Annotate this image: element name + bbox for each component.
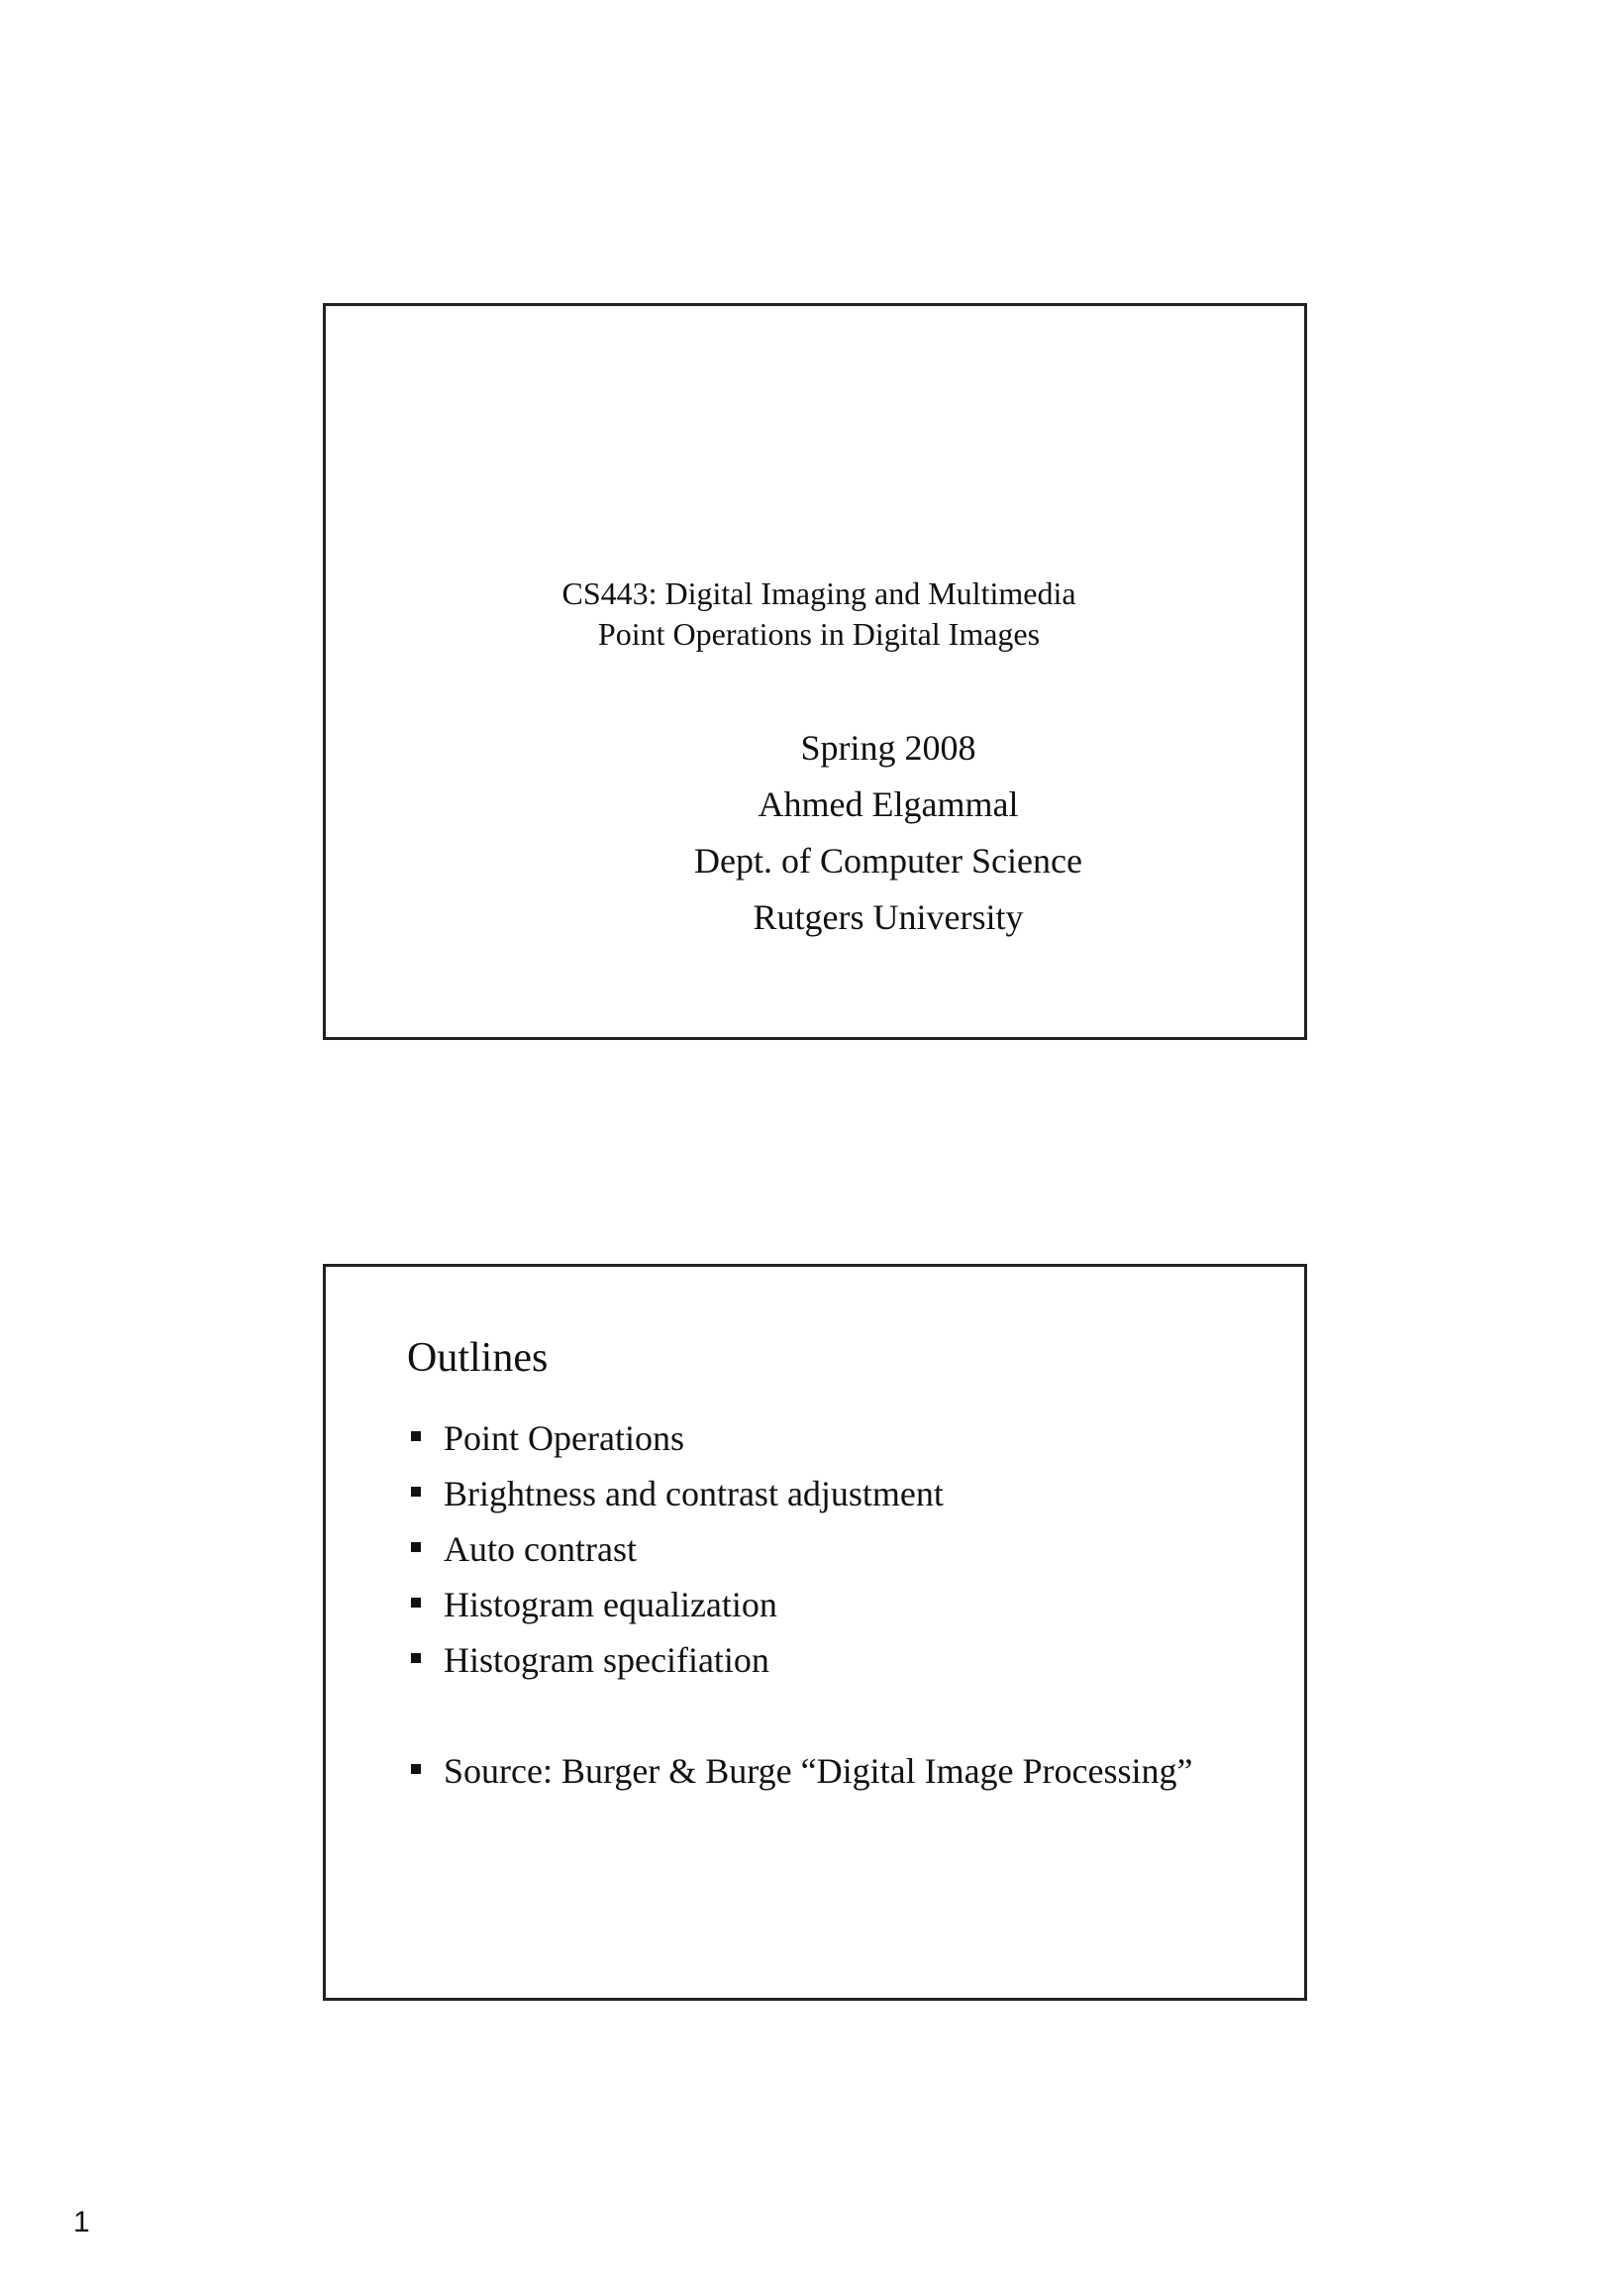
list-item-source [407, 1748, 1199, 1794]
list-item-text: Histogram specifiation [444, 1640, 769, 1680]
author-name: Ahmed Elgammal [758, 784, 1019, 824]
department-name: Dept. of Computer Science [694, 841, 1082, 881]
list-item-text: Brightness and contrast adjustment [444, 1474, 944, 1513]
slide-title [323, 303, 1307, 1040]
square-bullet-icon [411, 1653, 421, 1663]
page-number: 1 [73, 2206, 90, 2238]
outlines-heading: Outlines [407, 1335, 549, 1381]
list-item-text: Source: Burger & Burge “Digital Image Processing” [444, 1751, 1193, 1791]
list-item-text: Point Operations [444, 1418, 684, 1458]
list-item [407, 1415, 1199, 1471]
slide-title-block [326, 573, 1304, 655]
lecture-title: Point Operations in Digital Images [597, 616, 1041, 652]
list-item-text: Histogram equalization [444, 1585, 777, 1624]
square-bullet-icon [411, 1764, 421, 1774]
list-item [407, 1582, 1199, 1637]
slide-info-block [326, 720, 1304, 946]
university-name: Rutgers University [753, 897, 1024, 937]
slide-outlines [323, 1264, 1307, 2001]
list-item-text: Auto contrast [444, 1529, 637, 1569]
outline-list [407, 1415, 1199, 1794]
square-bullet-icon [411, 1487, 421, 1497]
course-title: CS443: Digital Imaging and Multimedia [561, 575, 1076, 611]
list-item [407, 1526, 1199, 1582]
square-bullet-icon [411, 1431, 421, 1441]
square-bullet-icon [411, 1542, 421, 1552]
list-item [407, 1471, 1199, 1526]
list-item [407, 1637, 1199, 1693]
square-bullet-icon [411, 1598, 421, 1608]
semester-label: Spring 2008 [800, 728, 976, 768]
